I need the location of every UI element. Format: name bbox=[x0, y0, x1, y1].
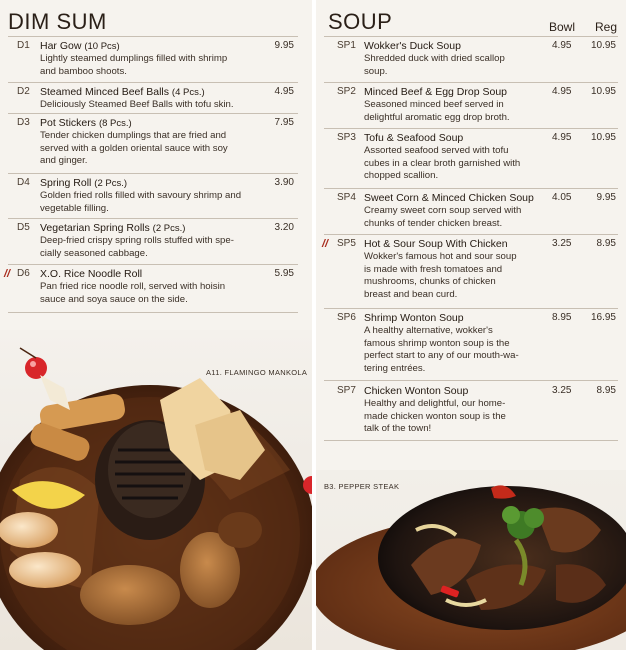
description-line: A healthy alternative, wokker's bbox=[364, 325, 493, 336]
description-line: famous shrimp wonton soup is the bbox=[364, 337, 510, 349]
item-name-text: X.O. Rice Noodle Roll bbox=[40, 268, 143, 280]
pepper-steak-illustration bbox=[316, 470, 626, 650]
item-name bbox=[40, 268, 142, 281]
description-line: served with a golden oriental sauce with soy bbox=[40, 142, 228, 154]
description-line: vegetable filling. bbox=[40, 202, 109, 214]
item-name-text: Vegetarian Spring Rolls bbox=[40, 222, 153, 234]
row-divider bbox=[8, 312, 298, 313]
item-price: 9.95 bbox=[274, 40, 294, 51]
description-line: tering entrées. bbox=[364, 362, 426, 374]
item-name: Wokker's Duck Soup bbox=[364, 40, 461, 52]
description-line: made chicken wonton soup is the bbox=[364, 410, 506, 422]
description-line: Seasoned minced beef served in bbox=[364, 99, 504, 110]
item-price-reg: 10.95 bbox=[590, 132, 616, 143]
item-description bbox=[364, 325, 554, 375]
item-price-bowl: 4.05 bbox=[552, 192, 572, 203]
item-description bbox=[364, 205, 554, 230]
soup-title: SOUP bbox=[328, 9, 393, 34]
item-description bbox=[40, 190, 280, 215]
item-price: 4.95 bbox=[274, 86, 294, 97]
dimsum-panel bbox=[0, 0, 312, 650]
item-name: Hot & Sour Soup With Chicken bbox=[364, 238, 508, 250]
description-line: cially seasoned cabbage. bbox=[40, 247, 148, 259]
description-line: Golden fried rolls filled with savoury shrimp and bbox=[40, 190, 242, 201]
item-price-reg: 8.95 bbox=[596, 385, 616, 396]
item-price-bowl: 8.95 bbox=[552, 312, 572, 323]
item-code: SP2 bbox=[337, 86, 356, 97]
description-line: Lightly steamed dumplings filled with shrimp bbox=[40, 53, 228, 64]
item-description bbox=[40, 281, 280, 306]
item-name bbox=[40, 117, 132, 131]
item-price-bowl: 3.25 bbox=[552, 238, 572, 249]
description-line: Healthy and delightful, our home- bbox=[364, 398, 506, 409]
row-divider bbox=[324, 308, 618, 309]
item-price: 3.20 bbox=[274, 222, 294, 233]
item-code: D2 bbox=[17, 86, 30, 97]
item-name-text: Har Gow bbox=[40, 40, 85, 52]
row-divider bbox=[8, 218, 298, 219]
soup-panel bbox=[316, 0, 626, 650]
description-line: Deep-fried crispy spring rolls stuffed with spe- bbox=[40, 235, 234, 246]
item-code: SP5 bbox=[337, 238, 356, 249]
item-price: 5.95 bbox=[274, 268, 294, 279]
item-name-text: Steamed Minced Beef Balls bbox=[40, 86, 172, 98]
row-divider bbox=[324, 234, 618, 235]
item-name-text: Pot Stickers bbox=[40, 117, 99, 129]
item-name bbox=[40, 222, 185, 236]
item-name: Minced Beef & Egg Drop Soup bbox=[364, 86, 508, 98]
item-price-reg: 16.95 bbox=[590, 312, 616, 323]
item-name bbox=[40, 86, 205, 100]
dimsum-title: DIM SUM bbox=[8, 9, 107, 34]
description-line: Deliciously Steamed Beef Balls with tofu skin. bbox=[40, 99, 234, 110]
item-price-reg: 8.95 bbox=[596, 238, 616, 249]
item-code: SP7 bbox=[337, 385, 356, 396]
platter-illustration bbox=[0, 330, 312, 650]
description-line: Creamy sweet corn soup served with bbox=[364, 205, 522, 216]
item-code: SP6 bbox=[337, 312, 356, 323]
description-line: Shredded duck with dried scallop bbox=[364, 53, 505, 64]
item-pieces: (4 Pcs.) bbox=[171, 87, 205, 98]
row-divider bbox=[8, 113, 298, 114]
description-line: perfect start to any of our mouth-wa- bbox=[364, 350, 519, 361]
item-name-text: Spring Roll bbox=[40, 177, 95, 189]
item-pieces: (8 Pcs.) bbox=[98, 118, 132, 129]
item-description bbox=[364, 145, 554, 183]
soup-photo-caption: B3. PEPPER STEAK bbox=[324, 482, 400, 491]
description-line: delightful aromatic egg drop broth. bbox=[364, 111, 510, 123]
item-code: D1 bbox=[17, 40, 30, 51]
item-description bbox=[364, 99, 554, 124]
row-divider bbox=[324, 128, 618, 129]
item-price-reg: 9.95 bbox=[596, 192, 616, 203]
soup-title-rule bbox=[324, 36, 618, 37]
description-line: breast and bean curd. bbox=[364, 288, 458, 300]
row-divider bbox=[8, 173, 298, 174]
item-code: D5 bbox=[17, 222, 30, 233]
soup-photo bbox=[316, 470, 626, 650]
col-bowl: Bowl bbox=[549, 20, 576, 34]
item-pieces: (10 Pcs) bbox=[84, 41, 120, 52]
item-price-bowl: 4.95 bbox=[552, 132, 572, 143]
item-code: D4 bbox=[17, 177, 30, 188]
description-line: talk of the town! bbox=[364, 423, 432, 434]
item-name bbox=[40, 177, 127, 191]
item-description bbox=[364, 53, 554, 78]
item-name: Chicken Wonton Soup bbox=[364, 385, 469, 397]
description-line: soup. bbox=[364, 65, 388, 77]
item-description bbox=[40, 130, 280, 168]
spicy-icon: // bbox=[4, 268, 11, 280]
item-price: 3.90 bbox=[274, 177, 294, 188]
item-description bbox=[364, 251, 554, 301]
description-line: Tender chicken dumplings that are fried and bbox=[40, 130, 227, 141]
description-line: chopped scallion. bbox=[364, 170, 439, 181]
item-code: D6 bbox=[17, 268, 30, 279]
col-reg: Reg bbox=[595, 20, 618, 34]
description-line: Pan fried rice noodle roll, served with hoisin bbox=[40, 281, 226, 292]
row-divider bbox=[8, 264, 298, 265]
item-name: Shrimp Wonton Soup bbox=[364, 312, 464, 324]
item-price-bowl: 4.95 bbox=[552, 40, 572, 51]
item-price-reg: 10.95 bbox=[590, 40, 616, 51]
row-divider bbox=[324, 380, 618, 381]
description-line: cubes in a clear broth garnished with bbox=[364, 157, 521, 169]
item-price: 7.95 bbox=[274, 117, 294, 128]
description-line: Assorted seafood served with tofu bbox=[364, 145, 509, 156]
dimsum-title-rule bbox=[8, 36, 298, 37]
item-pieces: (2 Pcs.) bbox=[94, 178, 128, 189]
spicy-icon: // bbox=[322, 238, 329, 250]
row-divider bbox=[324, 440, 618, 441]
item-name: Tofu & Seafood Soup bbox=[364, 132, 464, 144]
description-line: chunks of tender chicken breast. bbox=[364, 217, 503, 229]
item-code: D3 bbox=[17, 117, 30, 128]
description-line: sauce and soya sauce on the side. bbox=[40, 293, 188, 305]
item-description bbox=[40, 235, 280, 260]
row-divider bbox=[324, 82, 618, 83]
item-code: SP1 bbox=[337, 40, 356, 51]
item-price-bowl: 4.95 bbox=[552, 86, 572, 97]
dimsum-photo bbox=[0, 330, 312, 650]
item-price-reg: 10.95 bbox=[590, 86, 616, 97]
item-code: SP3 bbox=[337, 132, 356, 143]
item-pieces: (2 Pcs.) bbox=[152, 223, 186, 234]
description-line: Wokker's famous hot and sour soup bbox=[364, 251, 517, 262]
item-name bbox=[40, 40, 120, 54]
item-description bbox=[40, 53, 280, 78]
item-code: SP4 bbox=[337, 192, 356, 203]
item-description bbox=[40, 99, 280, 112]
item-description bbox=[364, 398, 554, 436]
description-line: and ginger. bbox=[40, 155, 88, 166]
description-line: is made with fresh tomatoes and bbox=[364, 263, 503, 275]
row-divider bbox=[324, 188, 618, 189]
row-divider bbox=[8, 82, 298, 83]
dimsum-photo-caption: A11. FLAMINGO MANKOLA bbox=[206, 368, 308, 377]
description-line: and bamboo shoots. bbox=[40, 65, 127, 77]
description-line: mushrooms, chunks of chicken bbox=[364, 276, 496, 287]
item-price-bowl: 3.25 bbox=[552, 385, 572, 396]
item-name: Sweet Corn & Minced Chicken Soup bbox=[364, 192, 534, 204]
